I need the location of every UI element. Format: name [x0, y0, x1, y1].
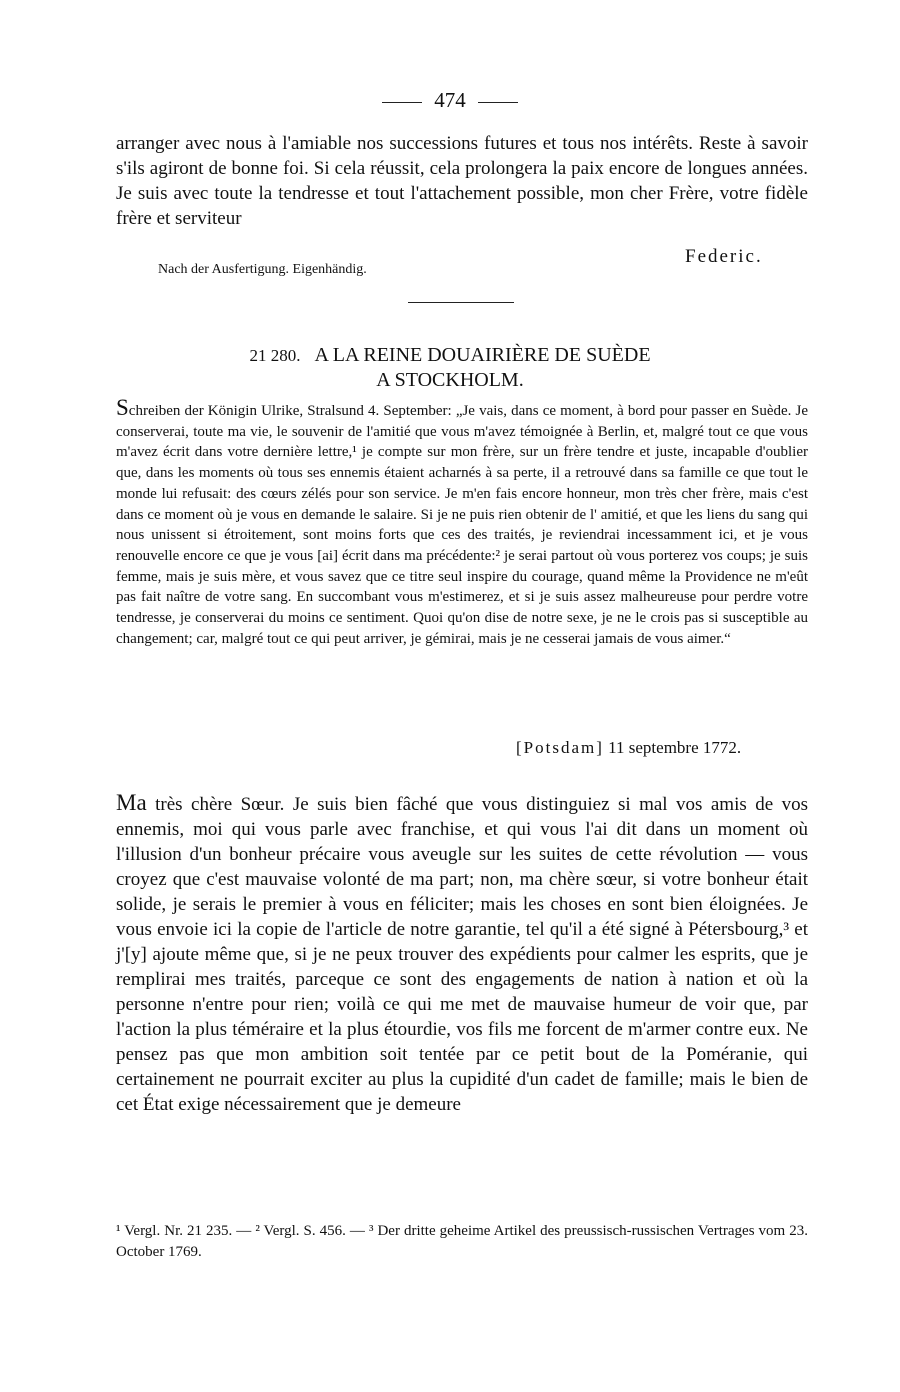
signature: Federic. — [685, 246, 763, 267]
main-letter-initial: Ma — [116, 790, 147, 815]
page-number-text: 474 — [434, 88, 466, 112]
queen-letter-summary — [116, 395, 808, 649]
main-letter-text — [116, 790, 808, 1117]
letter-heading — [0, 343, 900, 393]
intro-paragraph-block — [116, 131, 808, 231]
letter-title-line1: A LA REINE DOUAIRIÈRE DE SUÈDE — [314, 344, 651, 366]
footnotes-text: ¹ Vergl. Nr. 21 235. — ² Vergl. S. 456. — ³ Der dritte geheime Artikel des preussisch-russischen Vertrages vom 23. October 1769. — [116, 1223, 808, 1260]
queen-letter-text — [116, 395, 808, 649]
section-divider — [408, 302, 514, 303]
queen-letter-body: chreiben der Königin Ulrike, Stralsund 4. September: „Je vais, dans ce moment, à bord pour passer en Suède. Je conserverai, toute ma vie, le souvenir de l'amitié que vous m'avez témoignée à Berlin, et, malgré tout ce que vous m'avez écrit dans votre dernière lettre,¹ je compte sur mon frère, sur un frère tendre et juste, incapable d'oublier que, dans les moments où tous ses ennemis étaient acharnés à sa perte, il a retrouvé dans sa famille ce que tout le monde lui refusait: des cœurs zélés pour son service. Je m'en fais encore honneur, mon très cher frère, mais c'est dans ce moment où je vous en demande le salaire. Si je ne puis rien obtenir de l' amitié, et que les liens du sang qui nous unissent si étroitement, sont moins forts que ces des traités, je reviendrai incessamment ici, et je vous renouvelle encore ce que je vous [ai] écrit dans ma précédente:² je serai partout où vous porterez vos coups; je suis femme, mais je suis mère, et vous savez que ce titre seul inspire du courage, quand même la Providence ne m'eût pas fait naître de votre sang. En succombant vous m'estimerez, et si je suis assez malheureuse pour perdre votre tendresse, je conserverai du moins ce sentiment. Quoi qu'on dise de notre sexe, je ne le crois pas si susceptible au changement; car, malgré tout ce qui peut arriver, je gémirai, mais je ne cesserai jamais de vous aimer.“ — [116, 403, 808, 647]
main-letter-body: très chère Sœur. Je suis bien fâché que vous distinguiez si mal vos amis de vos ennemis, moi qui vous parle avec franchise, et qui vous l'ai dit dans un moment où l'illusion d'un bonheur précaire vous aveugle sur les suites de cette révolution — vous croyez que c'est mauvaise volonté de ma part; non, ma chère sœur, si votre bonheur était solide, je serais le premier à vous en féliciter; mais les choses en sont bien éloignées. Je vous envoie ici la copie de l'article de notre garantie, tel qu'il a été signé à Pétersbourg,³ et j'[y] ajoute même que, si je ne peux trouver des expédients pour calmer les esprits, que je remplirai mes traités, parceque ce sont des engagements de nation à nation et où la personne n'entre pour rien; voilà ce qui me met de mauvaise humeur de voir que, par l'action la plus téméraire et la plus étourdie, vos fils me forcent de m'armer contre eux. Ne pensez pas que mon ambition soit tentée par ce petit bout de la Poméranie, qui certainement ne pourrait exciter au plus la cupidité d'un cadet de famille; mais le bien de cet État exige nécessairement que je demeure — [116, 794, 808, 1115]
date-line — [516, 738, 741, 758]
source-note: Nach der Ausfertigung. Eigenhändig. — [158, 262, 367, 277]
main-letter-block — [116, 790, 808, 1117]
footnotes-block — [116, 1221, 808, 1262]
page-number-dash-right — [478, 102, 518, 103]
page-number — [0, 88, 900, 113]
date-value: 11 septembre 1772. — [608, 738, 742, 757]
page-number-dash-left — [382, 102, 422, 103]
letter-title-line2: A STOCKHOLM. — [376, 369, 524, 391]
letter-number: 21 280. — [249, 346, 301, 365]
queen-letter-initial: S — [116, 395, 129, 420]
intro-paragraph: arranger avec nous à l'amiable nos successions futures et tous nos intérêts. Reste à savoir s'ils agiront de bonne foi. Si cela réussit, cela prolongera la paix encore de longues années. Je suis avec toute la tendresse et tout l'attachement possible, mon cher Frère, votre fidèle frère et serviteur — [116, 133, 808, 229]
date-place: [Potsdam] — [516, 738, 604, 757]
